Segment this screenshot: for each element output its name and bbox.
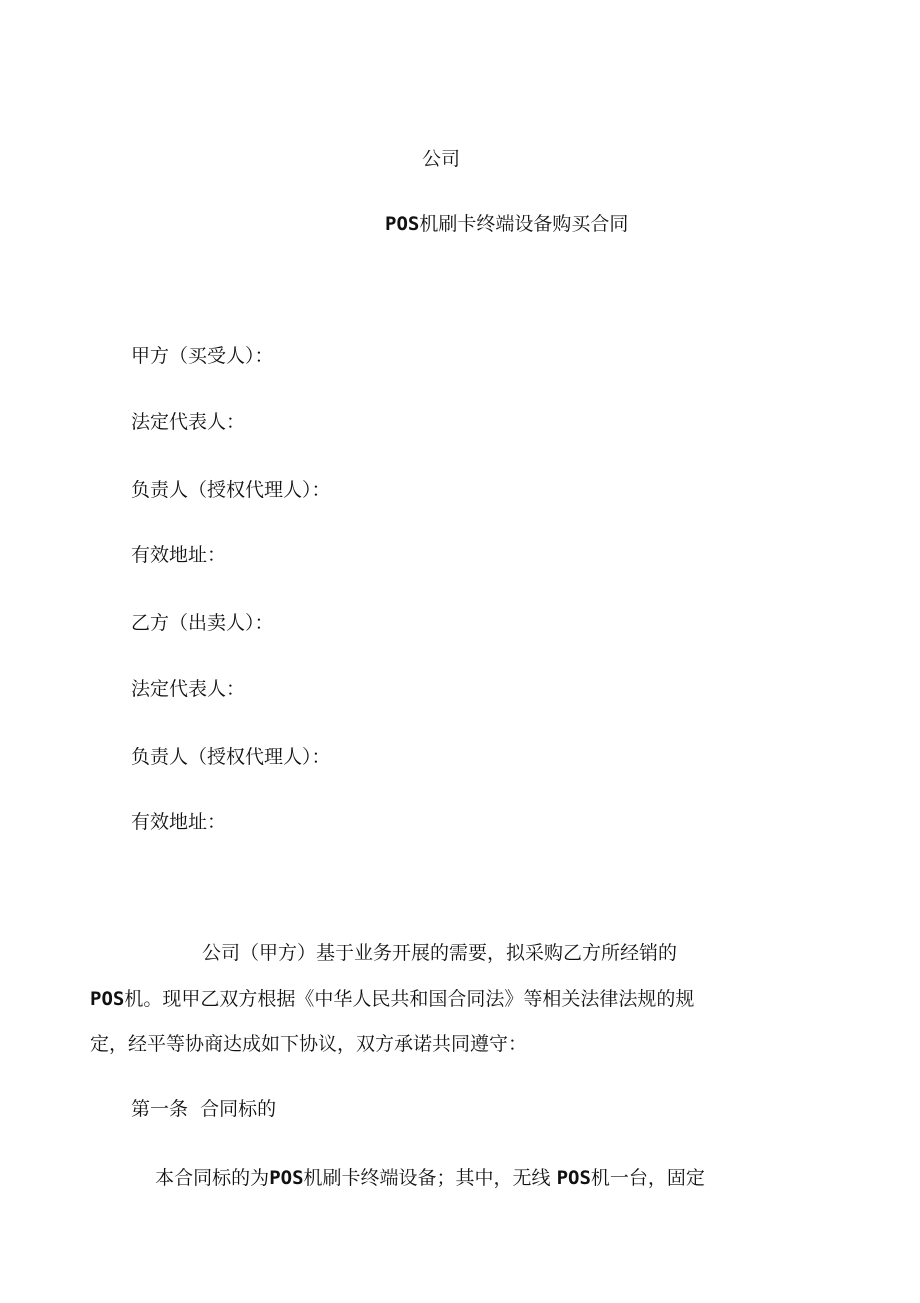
party-a-address: 有效地址： [131,544,227,566]
article-1-text-e: 机一台，固定 [590,1167,705,1189]
party-b-label: 乙方（出卖人）： [131,612,274,634]
party-a-label: 甲方（买受人）： [131,345,274,367]
party-b-address: 有效地址： [131,811,227,833]
title-text: 机刷卡终端设备购买合同 [419,213,629,235]
article-1-pos-1: POS [269,1167,304,1189]
article-1-text-c: 机刷卡终端设备；其中，无线 [303,1167,557,1189]
intro-pos: POS [90,988,125,1010]
article-1-pos-2: POS [556,1167,591,1189]
intro-line-1: 公司（甲方）基于业务开展的需要，拟采购乙方所经销的 [202,942,678,964]
contract-title [385,212,628,236]
article-1-paragraph [131,1142,705,1214]
article-1-heading: 第一条 合同标的 [131,1098,277,1120]
party-b-agent: 负责人（授权代理人）： [131,746,331,768]
party-b-legal-rep: 法定代表人： [131,678,246,700]
title-pos: POS [385,213,420,235]
company-name: 公司 [422,148,461,170]
intro-line-2 [90,987,694,1011]
intro-line-2-text: 机。现甲乙双方根据《中华人民共和国合同法》等相关法律法规的规 [124,988,695,1010]
party-a-agent: 负责人（授权代理人）： [131,479,331,501]
party-a-legal-rep: 法定代表人： [131,411,246,433]
article-1-text-a: 本合同标的为 [155,1167,270,1189]
intro-line-3: 定，经平等协商达成如下协议，双方承诺共同遵守： [90,1033,528,1055]
